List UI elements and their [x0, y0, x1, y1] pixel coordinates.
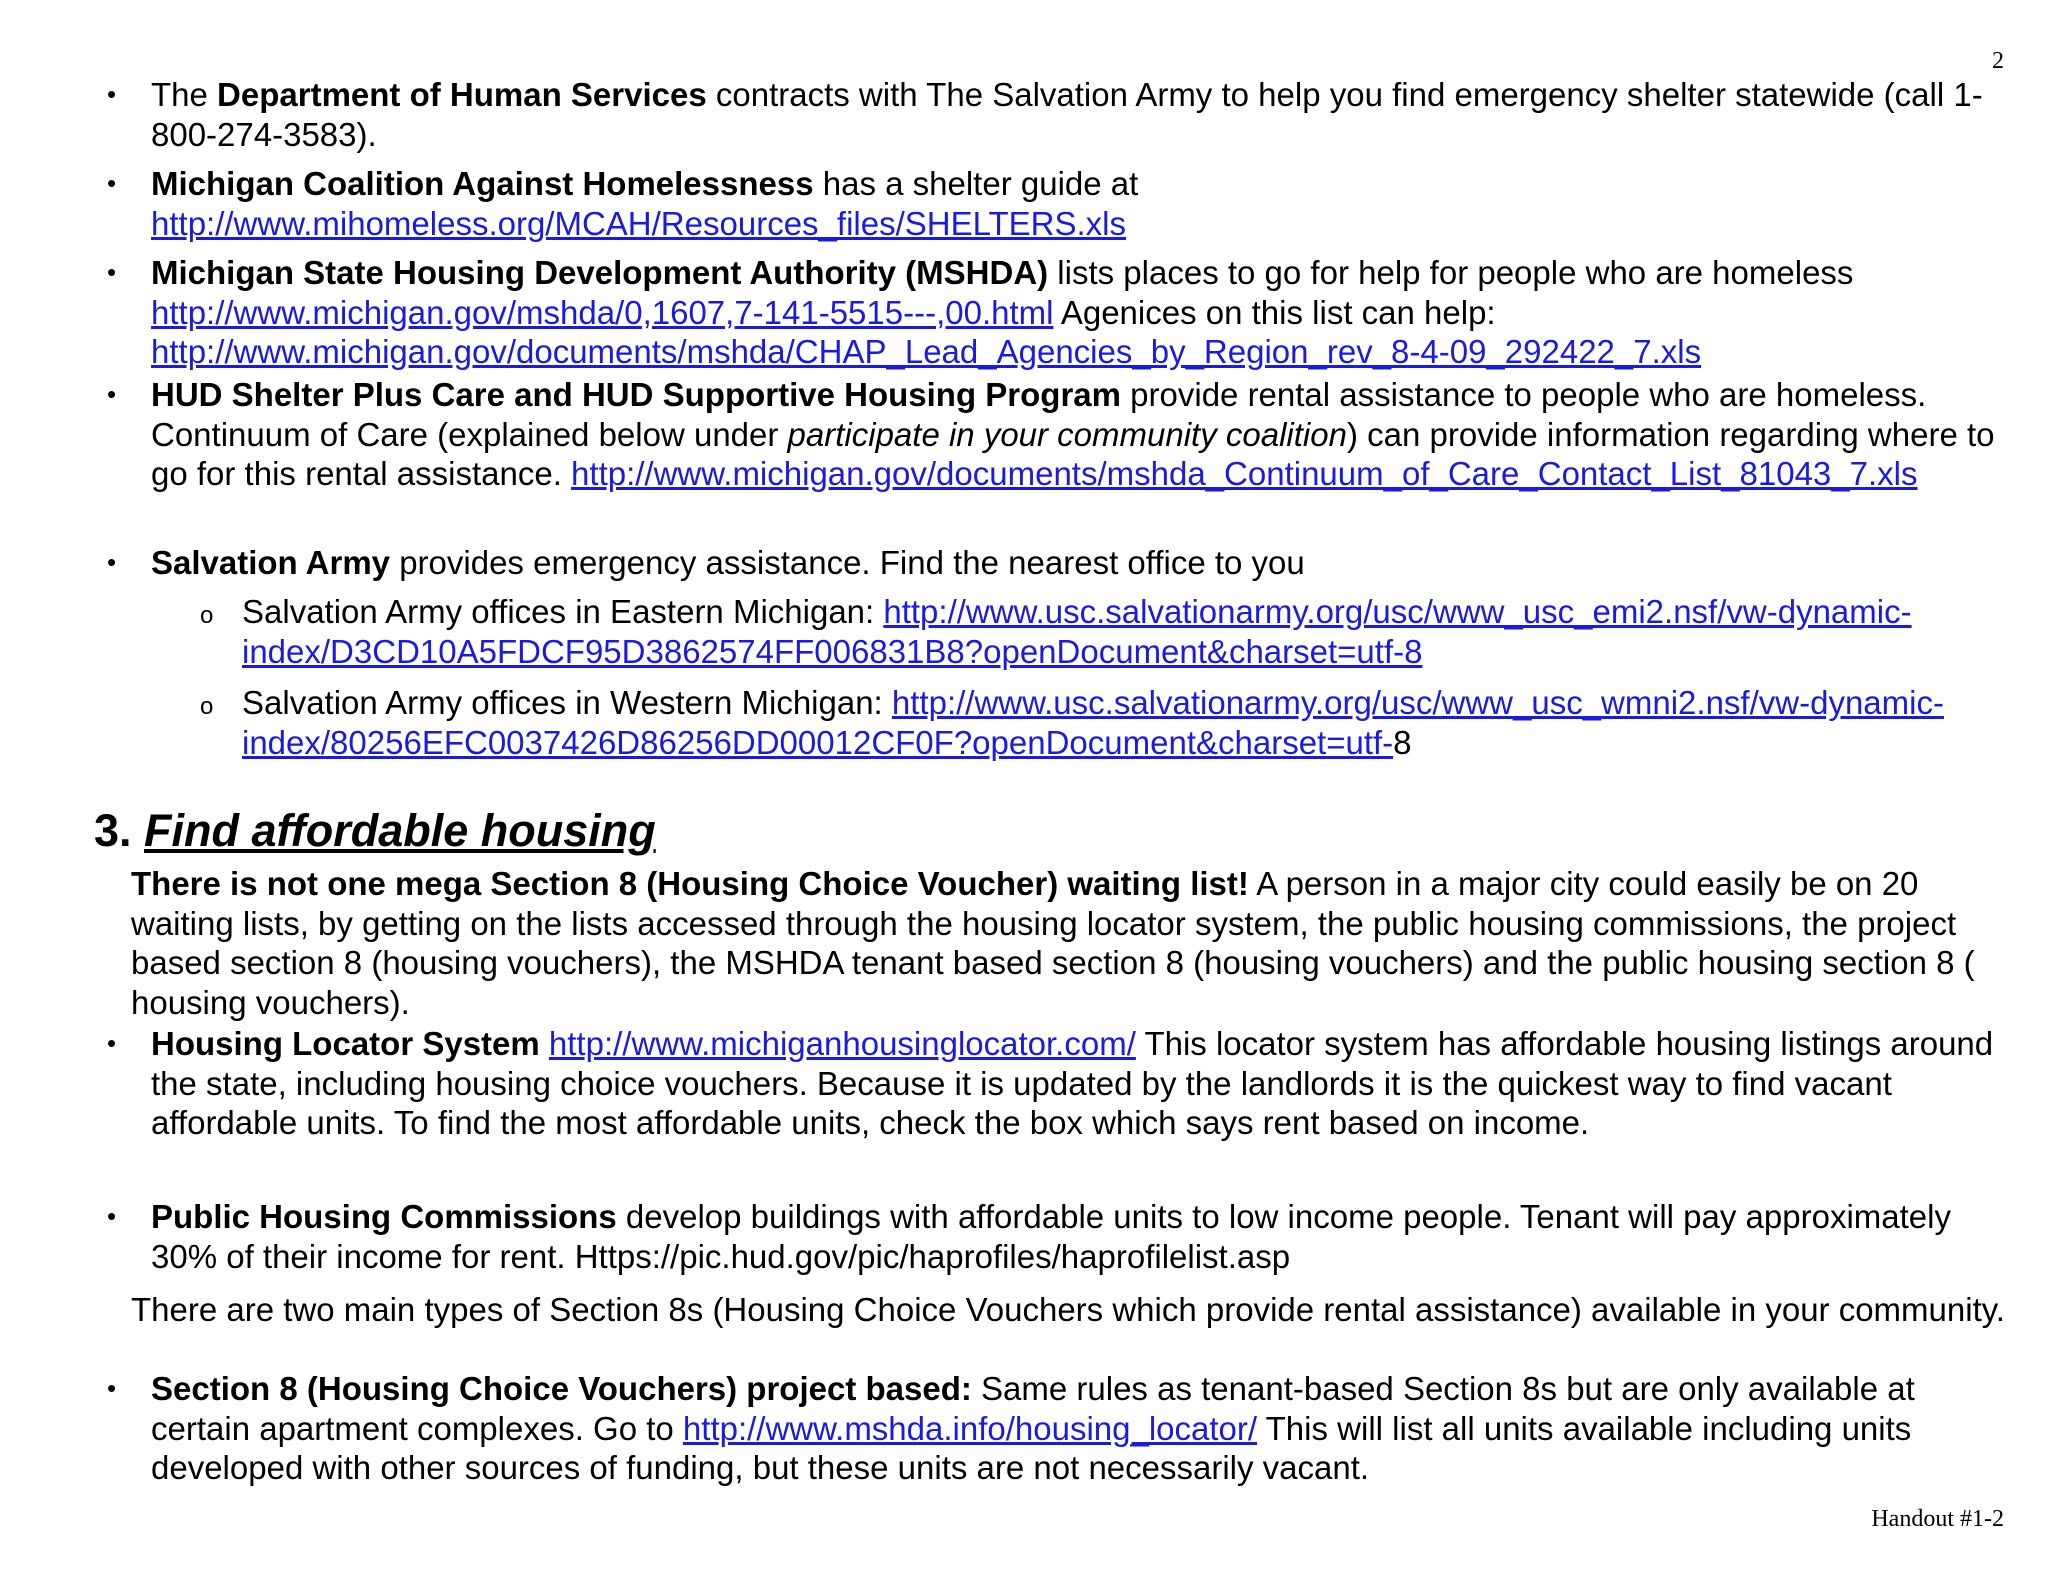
hud-italic: participate in your community coalition: [787, 415, 1347, 453]
bullet-icon: •: [107, 1201, 117, 1231]
sub-item-eastern: [200, 592, 2012, 671]
eastern-offices-link[interactable]: http://www.usc.salvationarmy.org/usc/www_usc_emi2.nsf/vw-dynamic-index/D3CD10A5FDCF95D3862574FF006831B8?openDocument&charset=utf-8: [242, 593, 1912, 670]
hud-name: HUD Shelter Plus Care and HUD Supportive Housing Program: [151, 376, 1121, 413]
bullet-icon: •: [107, 168, 117, 198]
hud-text2: ) can provide information regarding where to go for this rental assistance.: [151, 415, 1995, 492]
section-intro: [131, 864, 2011, 1022]
sub-item-western: [200, 683, 2012, 762]
western-tail: 8: [1393, 723, 1412, 761]
dhs-text: contracts with The Salvation Army to help you find emergency shelter statewide (call 1-800-274-3583).: [151, 76, 1983, 153]
intro-text: A person in a major city could easily be on 20 waiting lists, by getting on the lists accessed through the housing locator system, the public housing commissions, the project based section 8 (housing vouchers), the MSHDA tenant based section 8 (housing vouchers) and the public housing section 8 ( housing vouchers).: [131, 865, 1975, 1021]
list-item-public-housing: [107, 1197, 2001, 1276]
intro-bold: There is not one mega Section 8 (Housing Choice Voucher) waiting list!: [131, 865, 1249, 902]
project-text1: Same rules as tenant-based Section 8s but are only available at certain apartment complexes. Go to: [151, 1370, 1915, 1447]
bullet-icon: •: [107, 379, 117, 409]
bullet-icon: •: [107, 547, 117, 577]
hud-continuum-link[interactable]: http://www.michigan.gov/documents/mshda_Continuum_of_Care_Contact_List_81043_7.xls: [571, 455, 1918, 492]
list-item-dhs: [107, 75, 2001, 154]
western-offices-link[interactable]: http://www.usc.salvationarmy.org/usc/www_usc_wmni2.nsf/vw-dynamic-index/80256EFC0037426D86256DD00012CF0F?openDocument&charset=utf-: [242, 684, 1944, 761]
mshda-text2: Agenices on this list can help:: [1053, 293, 1496, 331]
section-title: Find affordable housing: [144, 805, 656, 856]
locator-text: This locator system has affordable housing listings around the state, including housing choice vouchers. Because it is updated by the landlords it is the quickest way to find vacant affordable units. To find the most affordable units, check the box which says rent based on income.: [151, 1025, 1994, 1141]
locator-name: Housing Locator System: [151, 1025, 540, 1062]
dhs-name: Department of Human Services: [217, 76, 707, 113]
circle-bullet-icon: o: [200, 693, 214, 720]
eastern-label: Salvation Army offices in Eastern Michigan:: [242, 593, 884, 630]
hud-text1: provide rental assistance to people who are homeless. Continuum of Care (explained below under: [151, 376, 1927, 453]
list-item-project-based: [107, 1369, 2001, 1488]
mcah-text: has a shelter guide at: [813, 165, 1139, 202]
two-types-paragraph: There are two main types of Section 8s (Housing Choice Vouchers which provide rental assistance) available in your community.: [131, 1291, 2005, 1328]
phc-text: develop buildings with affordable units to low income people. Tenant will pay approximately 30% of their income for rent. Https://pic.hud.gov/pic/haprofiles/haprofilelist.asp: [151, 1198, 1951, 1275]
mcah-name: Michigan Coalition Against Homelessness: [151, 165, 814, 202]
list-item-housing-locator: [107, 1024, 2001, 1143]
mcah-shelters-link[interactable]: http://www.mihomeless.org/MCAH/Resources_files/SHELTERS.xls: [151, 204, 1127, 242]
mshda-name: Michigan State Housing Development Authority (MSHDA): [151, 254, 1049, 291]
bullet-icon: •: [107, 1028, 117, 1058]
list-item-hud: [107, 375, 2001, 494]
list-item-mshda: [107, 253, 2001, 372]
mshda-homeless-link[interactable]: http://www.michigan.gov/mshda/0,1607,7-141-5515---,00.html: [151, 293, 1054, 331]
circle-bullet-icon: o: [200, 602, 214, 629]
bullet-icon: •: [107, 79, 117, 109]
western-label: Salvation Army offices in Western Michigan:: [242, 684, 892, 721]
project-name: Section 8 (Housing Choice Vouchers) project based:: [151, 1370, 972, 1407]
mshda-text: lists places to go for help for people who are homeless: [1048, 254, 1854, 291]
mshda-chap-agencies-link[interactable]: http://www.michigan.gov/documents/mshda/CHAP_Lead_Agencies_by_Region_rev_8-4-09_292422_7.xls: [151, 333, 1702, 370]
housing-locator-link[interactable]: http://www.michiganhousinglocator.com/: [548, 1025, 1136, 1062]
salvation-text: provides emergency assistance. Find the nearest office to you: [390, 544, 1305, 581]
mshda-housing-locator-link[interactable]: http://www.mshda.info/housing_locator/: [682, 1409, 1258, 1447]
list-item-salvation-army: [107, 543, 2001, 583]
footer-label: Handout #1-2: [1871, 1506, 2004, 1532]
project-text2: This will list all units available including units developed with other sources of funding, but these units are not necessarily vacant.: [151, 1409, 1912, 1486]
bullet-icon: •: [107, 1373, 117, 1403]
salvation-name: Salvation Army: [151, 544, 391, 581]
list-item-mcah: [107, 164, 2001, 243]
page-number: 2: [1992, 48, 2004, 74]
dhs-pre: The: [151, 76, 218, 113]
section-heading: [94, 805, 656, 857]
bullet-icon: •: [107, 257, 117, 287]
phc-name: Public Housing Commissions: [151, 1198, 617, 1235]
section-number: 3.: [94, 805, 145, 856]
